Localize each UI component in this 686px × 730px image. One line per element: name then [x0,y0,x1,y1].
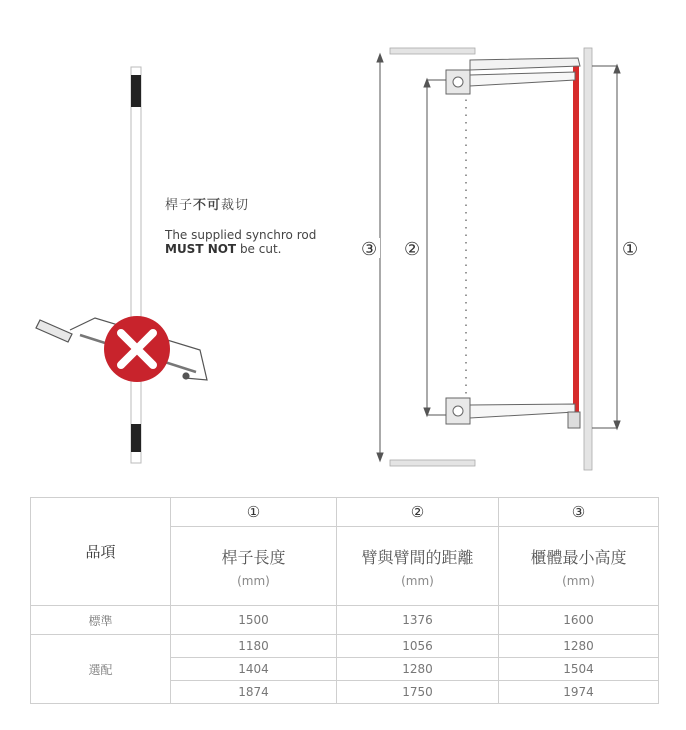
caption-en-line1: The supplied synchro rod [165,228,317,242]
column-number-3: ③ [499,498,659,527]
caption-en-bold: MUST NOT [165,242,237,256]
column-number-1: ① [171,498,337,527]
table-cell: 1974 [499,681,659,704]
column-header-arm-distance [337,527,499,606]
table-row-standard [31,606,659,635]
prohibited-icon [104,316,170,382]
table-cell: 1750 [337,681,499,704]
table-cell: 1500 [171,606,337,635]
column-header-cabinet-height [499,527,659,606]
table-cell: 1874 [171,681,337,704]
dimension-marker-2: ② [404,239,421,260]
column-number-2: ② [337,498,499,527]
red-synchro-rod [573,66,579,416]
spec-table [30,497,659,704]
col1-unit: (mm) [237,573,270,588]
caption-zh-prefix: 桿子 [165,198,194,213]
table-cell: 1504 [499,658,659,681]
optional-label: 選配 [31,635,171,704]
standard-label: 標準 [31,606,171,635]
table-number-row [31,498,659,527]
cabinet-diagram [390,48,592,470]
col3-unit: (mm) [562,573,595,588]
col2-unit: (mm) [401,573,434,588]
caption-zh-bold: 不可 [193,198,222,213]
table-cell: 1404 [171,658,337,681]
item-header: 品項 [31,498,171,606]
table-cell: 1280 [499,635,659,658]
warning-caption-zh [165,194,249,213]
table-cell: 1280 [337,658,499,681]
warning-caption-en [165,228,316,256]
col1-title: 桿子長度 [221,547,286,567]
table-cell: 1376 [337,606,499,635]
col3-title: 櫃體最小高度 [530,547,627,567]
dimension-marker-1: ① [622,239,639,260]
table-cell: 1600 [499,606,659,635]
dimension-marker-3: ③ [361,239,378,260]
col2-title: 臂與臂間的距離 [361,547,474,567]
table-cell: 1180 [171,635,337,658]
table-cell: 1056 [337,635,499,658]
column-header-rod-length [171,527,337,606]
table-row-optional [31,635,659,658]
caption-zh-suffix: 裁切 [221,198,250,213]
caption-en-suffix: be cut. [236,242,282,256]
synchro-rod [131,67,141,463]
